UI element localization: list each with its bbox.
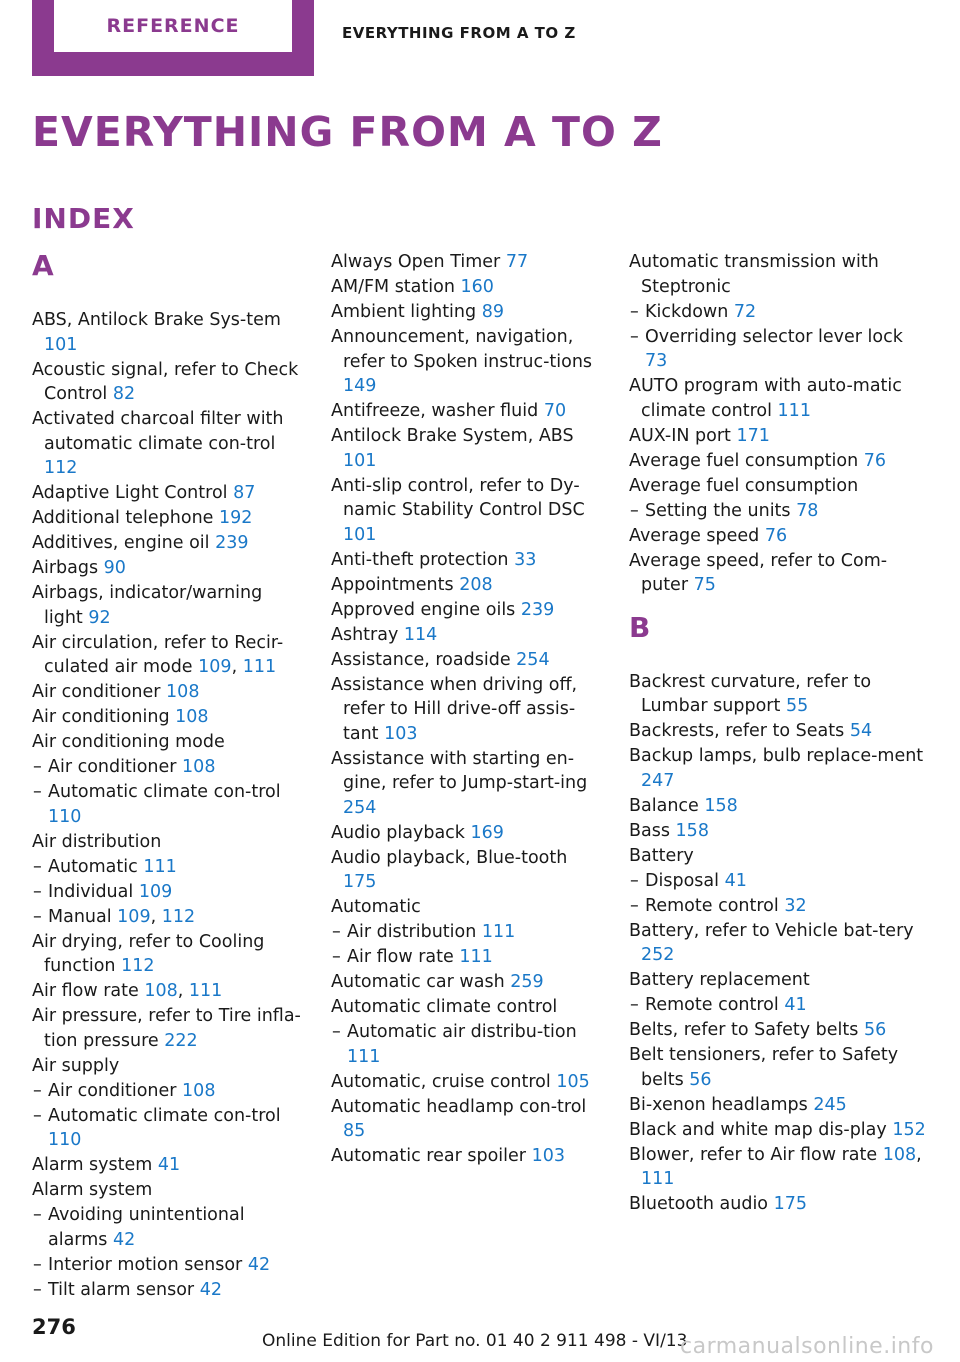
entry-text: Air pressure, refer to Tire infla-tion pressure (32, 1006, 301, 1051)
index-entry (629, 250, 929, 299)
index-entry (32, 506, 302, 531)
subentry-dash: – (33, 1254, 42, 1275)
entry-text: Automatic (331, 897, 421, 917)
index-entry (32, 581, 302, 630)
entry-text: Airbags (32, 558, 99, 578)
index-entry (32, 680, 302, 705)
subentry-dash: – (33, 1205, 42, 1225)
index-entry (32, 730, 302, 755)
entry-text: Antilock Brake System, ABS (331, 426, 574, 446)
page-link[interactable]: 108 (175, 707, 209, 727)
page-link[interactable]: 78 (796, 500, 819, 521)
entry-text: ABS, Antilock Brake Sys-tem (32, 310, 281, 330)
index-entry (629, 819, 929, 844)
entry-text: Setting the units (645, 500, 791, 521)
entry-text: Assistance when driving off, refer to Hill drive-off assis-tant (331, 674, 578, 744)
page-link[interactable]: 192 (219, 508, 253, 528)
page-link[interactable]: 112 (161, 906, 196, 927)
page-link[interactable]: 111 (188, 981, 223, 1001)
index-entry (629, 1093, 929, 1118)
index-column-1 (32, 250, 302, 1303)
page-link[interactable]: 259 (510, 972, 544, 992)
page-link[interactable]: 111 (242, 657, 277, 677)
index-entry (629, 424, 929, 449)
entry-text: Assistance with starting en-gine, refer to Jump-start-ing (331, 748, 588, 793)
page-link[interactable]: 109 (117, 906, 151, 927)
entry-text: Anti-theft protection (331, 549, 509, 570)
page-link[interactable]: 87 (233, 483, 256, 503)
page-link[interactable]: 109 (198, 657, 232, 677)
entry-text: Backrest curvature, refer to Lumbar support (629, 671, 872, 716)
page-link[interactable]: 54 (849, 721, 873, 741)
entry-text: Remote control (645, 995, 779, 1015)
entry-text: Anti-slip control, refer to Dy-namic Stability Control DSC (331, 475, 585, 520)
page-link[interactable]: 42 (247, 1254, 271, 1275)
page-link[interactable]: 112 (121, 956, 155, 976)
index-entry (629, 670, 929, 719)
index-subentry (331, 1020, 601, 1069)
entry-text: Automatic (48, 856, 138, 877)
index-subentry (32, 1104, 302, 1153)
page-link[interactable]: 73 (645, 351, 668, 371)
page-link[interactable]: 90 (103, 558, 126, 578)
index-entry (331, 598, 601, 623)
index-entry (629, 1118, 929, 1143)
page-link[interactable]: 101 (343, 524, 377, 545)
index-entry (629, 1018, 929, 1043)
entry-text: Disposal (645, 870, 719, 891)
page-link[interactable]: 82 (112, 384, 136, 404)
index-entry (32, 308, 302, 357)
entry-text: Belts, refer to Safety belts (629, 1020, 859, 1040)
index-entry (629, 1043, 929, 1092)
page-link[interactable]: 254 (516, 649, 550, 670)
index-entry (331, 250, 601, 275)
index-subentry (32, 1203, 302, 1252)
entry-text: Ashtray (331, 624, 399, 645)
page-link[interactable]: 85 (343, 1121, 366, 1141)
index-subentry (32, 1278, 302, 1303)
index-entry (331, 300, 601, 325)
index-entry (331, 424, 601, 473)
index-subentry (331, 920, 601, 945)
entry-text: Air conditioner (32, 682, 161, 702)
entry-text: Air distribution (347, 922, 477, 942)
entry-text: Remote control (645, 895, 779, 916)
subentry-dash: – (33, 881, 42, 902)
entry-text: Alarm system (32, 1155, 153, 1175)
edition-note: Online Edition for Part no. 01 40 2 911 498 - VI/13 (262, 1331, 688, 1351)
subentry-dash: – (332, 922, 341, 942)
subentry-dash: – (630, 500, 639, 521)
index-entry (331, 623, 601, 648)
page-link[interactable]: 160 (460, 277, 494, 297)
entry-text: Air conditioning (32, 707, 170, 727)
entry-text: Air conditioner (48, 1080, 177, 1101)
subentry-dash: – (33, 856, 42, 877)
page-link[interactable]: 111 (641, 1169, 675, 1189)
entry-text: AM/FM station (331, 277, 455, 297)
entry-text: Automatic, cruise control (331, 1071, 551, 1092)
index-subentry (629, 869, 929, 894)
page-link[interactable]: 41 (784, 995, 807, 1015)
entry-text: Air conditioner (48, 757, 177, 777)
index-entry (331, 573, 601, 598)
entry-text: Backrests, refer to Seats (629, 721, 845, 741)
index-entry (331, 275, 601, 300)
entry-text: Avoiding unintentional alarms (48, 1205, 245, 1250)
page-link[interactable]: 110 (48, 1130, 82, 1150)
index-subentry (32, 1253, 302, 1278)
entry-text: Overriding selector lever lock (645, 326, 903, 347)
index-entry (331, 846, 601, 895)
index-subentry: – Manual 109, 112 (32, 905, 302, 930)
page-link[interactable]: 239 (215, 533, 249, 553)
index-entry (32, 407, 302, 481)
header-bar (0, 0, 960, 80)
reference-tab-label: REFERENCE (54, 0, 292, 52)
entry-text: Backup lamps, bulb replace-ment (629, 746, 924, 766)
page-link[interactable]: 33 (514, 549, 537, 570)
page-link[interactable]: 152 (892, 1119, 926, 1140)
entry-text: Battery, refer to Vehicle bat-tery (629, 920, 914, 941)
page-link[interactable]: 111 (347, 1046, 381, 1067)
page-link[interactable]: 103 (531, 1146, 565, 1166)
page-link[interactable]: 149 (343, 376, 377, 396)
entry-text: Average speed (629, 525, 760, 546)
index-entry: Air circulation, refer to Recir-culated air mode 109, 111 (32, 632, 284, 677)
page-link[interactable]: 42 (199, 1279, 222, 1300)
index-entry (629, 919, 929, 968)
index-letter: A (32, 249, 54, 282)
index-entry (629, 549, 929, 598)
index-entry (629, 374, 929, 423)
entry-text: AUX-IN port (629, 425, 731, 446)
entry-text: Approved engine oils (331, 599, 516, 620)
entry-text: Average fuel consumption (629, 450, 859, 471)
entry-text: Adaptive Light Control (32, 483, 228, 503)
index-entry (32, 1178, 302, 1203)
page-number: 276 (32, 1315, 76, 1339)
index-heading: INDEX (32, 202, 135, 235)
index-entry (32, 1153, 302, 1178)
page-link[interactable]: 56 (863, 1020, 887, 1040)
index-entry (629, 474, 929, 499)
subentry-dash: – (630, 895, 639, 916)
entry-text: Automatic climate con-trol (48, 782, 281, 802)
index-entry (629, 1192, 929, 1217)
page-link[interactable]: 239 (520, 599, 555, 620)
entry-text: Airbags, indicator/warning light (32, 583, 263, 628)
index-subentry (32, 880, 302, 905)
entry-text: Air flow rate (32, 981, 139, 1001)
page-link[interactable]: 103 (384, 723, 418, 744)
entry-text: Blower, refer to Air flow rate (629, 1144, 878, 1165)
page-link[interactable]: 247 (641, 770, 675, 791)
index-subentry (331, 945, 601, 970)
page-link[interactable]: 110 (48, 806, 82, 827)
entry-text: Air circulation, refer to Recir-culated air mode (32, 632, 284, 677)
page-link[interactable]: 41 (157, 1155, 181, 1175)
index-entry (331, 673, 601, 747)
page-link[interactable]: 254 (343, 797, 377, 818)
page-link[interactable]: 32 (784, 895, 807, 916)
page-link[interactable]: 56 (689, 1069, 712, 1090)
subentry-dash: – (33, 1279, 42, 1300)
subentry-dash: – (332, 947, 341, 967)
index-entry (331, 325, 601, 399)
page-link[interactable]: 76 (764, 525, 788, 546)
index-entry (331, 995, 601, 1020)
entry-text: Additives, engine oil (32, 533, 210, 553)
page-link[interactable]: 108 (882, 1144, 917, 1165)
entry-text: Automatic air distribu-tion (347, 1022, 577, 1042)
subentry-dash: – (630, 326, 639, 347)
page-link[interactable]: 158 (704, 795, 738, 816)
page-link[interactable]: 171 (736, 425, 770, 446)
index-entry: Blower, refer to Air flow rate 108, 111 (629, 1144, 922, 1189)
subentry-dash: – (33, 906, 42, 927)
entry-text: Audio playback (331, 822, 465, 843)
page-link[interactable]: 76 (863, 450, 887, 471)
index-entry (331, 821, 601, 846)
page-link[interactable]: 92 (88, 607, 111, 628)
subentry-dash: – (332, 1022, 341, 1042)
index-entry (331, 648, 601, 673)
entry-text: Bass (629, 820, 670, 841)
index-subentry (629, 325, 929, 374)
index-entry (331, 970, 601, 995)
entry-text: Audio playback, Blue-tooth (331, 847, 568, 868)
index-column-3 (629, 250, 929, 1217)
watermark: carmanualsonline.info (680, 1334, 934, 1359)
index-entry (331, 548, 601, 573)
page-link[interactable]: 101 (44, 334, 78, 355)
entry-text: Manual (48, 906, 112, 927)
index-entry (32, 556, 302, 581)
page-link[interactable]: 175 (773, 1194, 807, 1214)
index-entry (331, 1144, 601, 1169)
page-link[interactable]: 112 (44, 458, 78, 478)
entry-text: Battery replacement (629, 970, 810, 990)
index-subentry (629, 993, 929, 1018)
index-subentry (32, 780, 302, 829)
subentry-dash: – (630, 870, 639, 891)
index-entry (629, 524, 929, 549)
entry-text: Appointments (331, 574, 454, 595)
index-entry (331, 399, 601, 424)
index-entry (629, 794, 929, 819)
index-subentry (629, 499, 929, 524)
entry-text: Automatic car wash (331, 972, 505, 992)
page-link[interactable]: 42 (112, 1229, 136, 1250)
entry-text: Bluetooth audio (629, 1194, 769, 1214)
entry-text: Air supply (32, 1055, 120, 1076)
subentry-dash: – (33, 782, 42, 802)
index-entry (629, 449, 929, 474)
page-link[interactable]: 108 (182, 757, 216, 777)
entry-text: Ambient lighting (331, 302, 477, 322)
index-entry (32, 481, 302, 506)
entry-text: Individual (48, 881, 134, 902)
entry-text: Air drying, refer to Cooling function (32, 931, 265, 976)
page-link[interactable]: 105 (556, 1071, 590, 1092)
index-entry (32, 358, 302, 407)
page-link[interactable]: 72 (733, 301, 757, 322)
index-entry (331, 747, 601, 821)
entry-text: Air flow rate (347, 947, 454, 967)
page-link[interactable]: 89 (481, 302, 504, 322)
index-letter: B (629, 610, 651, 644)
subentry-dash: – (630, 995, 639, 1015)
index-entry (32, 930, 302, 979)
subentry-dash: – (33, 1105, 42, 1126)
index-entry (32, 705, 302, 730)
page-link[interactable]: 75 (693, 575, 716, 595)
index-entry (331, 474, 601, 548)
entry-text: Battery (629, 845, 694, 866)
page-link[interactable]: 108 (144, 981, 178, 1001)
entry-text: Automatic rear spoiler (331, 1146, 526, 1166)
entry-text: Automatic headlamp con-trol (331, 1096, 587, 1117)
page-link[interactable]: 55 (785, 696, 809, 716)
page-link[interactable]: 111 (777, 400, 811, 421)
index-entry (629, 719, 929, 744)
entry-text: Automatic transmission with Steptronic (629, 252, 879, 297)
entry-text: Announcement, navigation, refer to Spoken instruc-tions (331, 327, 593, 372)
entry-text: Air conditioning mode (32, 732, 225, 752)
entry-text: Antifreeze, washer fluid (331, 401, 539, 421)
subentry-dash: – (33, 1080, 42, 1101)
entry-text: Tilt alarm sensor (48, 1279, 195, 1300)
entry-text: Activated charcoal filter with automatic climate con-trol (32, 409, 284, 454)
subentry-dash: – (630, 301, 639, 322)
entry-text: Additional telephone (32, 508, 214, 528)
page-link[interactable]: 158 (675, 820, 709, 841)
index-subentry (32, 1079, 302, 1104)
entry-text: Always Open Timer (331, 252, 501, 272)
index-entry (32, 1004, 302, 1053)
entry-text: Kickdown (645, 301, 729, 322)
index-entry (629, 968, 929, 993)
page-link[interactable]: 108 (182, 1080, 216, 1101)
page-link[interactable]: 208 (459, 574, 493, 595)
entry-text: Alarm system (32, 1180, 153, 1200)
index-entry (32, 531, 302, 556)
entry-text: Balance (629, 795, 699, 816)
page-link[interactable]: 169 (470, 822, 504, 843)
entry-text: Automatic climate con-trol (48, 1105, 281, 1126)
entry-text: Automatic climate control (331, 997, 558, 1017)
subentry-dash: – (33, 757, 42, 777)
page-link[interactable]: 252 (641, 945, 675, 965)
page-link[interactable]: 70 (543, 401, 567, 421)
index-entry (629, 744, 929, 793)
page-link[interactable]: 109 (138, 881, 173, 902)
entry-text: Average fuel consumption (629, 475, 859, 496)
page-title: EVERYTHING FROM A TO Z (32, 108, 663, 156)
index-entry: Air flow rate 108, 111 (32, 981, 223, 1001)
entry-text: Average speed, refer to Com-puter (629, 550, 888, 595)
section-title: EVERYTHING FROM A TO Z (342, 24, 576, 42)
index-subentry (629, 894, 929, 919)
page-link[interactable]: 245 (813, 1094, 847, 1115)
entry-text: Acoustic signal, refer to Check Control (32, 359, 299, 404)
entry-text: Black and white map dis-play (629, 1119, 887, 1140)
index-entry (32, 830, 302, 855)
index-entry (331, 1095, 601, 1144)
entry-text: Belt tensioners, refer to Safety belts (629, 1045, 899, 1090)
page-link[interactable]: 77 (505, 252, 529, 272)
index-entry (32, 1054, 302, 1079)
page-link[interactable]: 111 (481, 922, 516, 942)
page-link[interactable]: 175 (343, 872, 377, 892)
entry-text: Assistance, roadside (331, 649, 511, 670)
page-link[interactable]: 108 (166, 682, 200, 702)
page-link[interactable]: 111 (143, 856, 177, 877)
page-link[interactable]: 101 (343, 450, 377, 471)
index-subentry (32, 755, 302, 780)
page-link[interactable]: 41 (724, 870, 747, 891)
entry-text: Interior motion sensor (48, 1254, 243, 1275)
index-entry (629, 844, 929, 869)
entry-text: AUTO program with auto-matic climate control (629, 376, 902, 421)
index-subentry (629, 300, 929, 325)
index-subentry (32, 855, 302, 880)
index-entry (331, 895, 601, 920)
page-link[interactable]: 114 (403, 624, 438, 645)
page-link[interactable]: 222 (164, 1030, 198, 1051)
page-link[interactable]: 111 (459, 947, 493, 967)
entry-text: Bi-xenon headlamps (629, 1094, 808, 1115)
entry-text: Air distribution (32, 831, 162, 852)
index-entry (331, 1070, 601, 1095)
index-column-2 (331, 250, 601, 1169)
